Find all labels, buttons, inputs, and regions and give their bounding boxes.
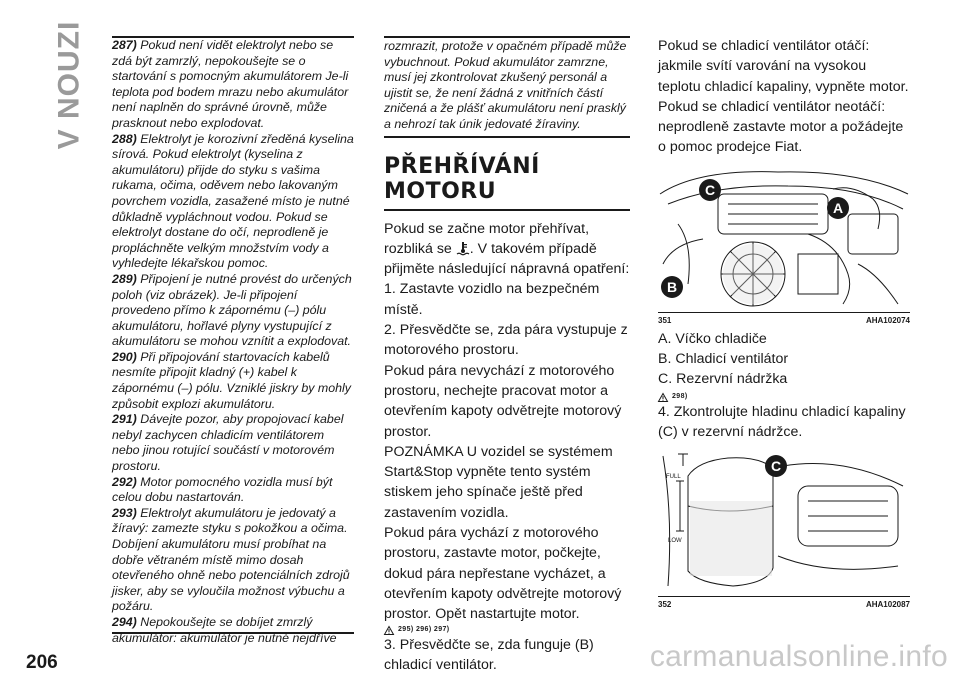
warning-item: 293) Elektrolyt akumulátoru je jedovatý a žíravý: zamezte styku s pokožkou a očima. Dobíjení akumulátoru musí probíhat na dobře větraném místě mimo dosah otevřeného ohně nebo potenciálních zdrojů jisker, aby se vyloučila možnost výbuchu a požáru. (112, 505, 350, 614)
warning-item: 290) Při připojování startovacích kabelů nesmíte připojit kladný (+) kabel k zápornému (–) pólu. Vzniklé jiskry by mohly způsobit explozi akumulátoru. (112, 349, 351, 411)
svg-text:C: C (704, 181, 716, 198)
figure-code: AHA102074 (865, 315, 910, 325)
full-level-label: FULL (666, 474, 681, 481)
callout-a-fig1 (827, 197, 849, 219)
warning-item: 287) Pokud není vidět elektrolyt nebo se zdá být zamrzlý, nepokoušejte se o startování s pomocným akumulátorem Je-li teplota pod bodem mrazu nebo akumulátor není naplněn do správné úrovně, může prasknout nebo explodovat. (112, 38, 349, 130)
warning-continuation: rozmrazit, protože v opačném případě může vybuchnout. Pokud akumulátor zamrzne, musí jej zkontrolovat zkušený personál a ujistit se, že není žádná z vnitřních částí zničená a že plášť akumulátoru není prasklý a nehrozí tak únik jedovaté žíraviny. (384, 36, 630, 138)
figure-351-caption (658, 312, 910, 325)
warning-item: 294) Nepokoušejte se dobíjet zmrzlý akumulátor: akumulátor je nutné nejdříve (112, 614, 337, 645)
warning-item: 289) Připojení je nutné provést do určených poloh (viz obrázek). Je-li připojení provedeno přímo k zápornému (–) pólu akumulátoru, hořlavé plyny vystupující z akumulátoru se mohou vznítit a explodovat. (112, 271, 352, 349)
coolant-check-paragraph: 4. Zkontrolujte hladinu chladicí kapaliny (C) v rezervní nádržce. (658, 403, 906, 440)
legend-item: B. Chladicí ventilátor (658, 351, 789, 368)
callout-c-fig1 (699, 179, 721, 201)
warnings-column (112, 36, 354, 645)
section-side-tab (52, 20, 86, 150)
svg-text:A: A (832, 199, 844, 216)
side-tab-label: V NOUZI (52, 20, 86, 150)
low-level-label: LOW (668, 538, 682, 545)
legend-item: A. Víčko chladiče (658, 330, 767, 347)
warning-item: 292) Motor pomocného vozidla musí být celou dobu nastartován. (112, 474, 333, 505)
legend-item: C. Rezervní nádržka (658, 371, 788, 388)
figure-351-engine-bay (658, 164, 910, 312)
instruction-paragraph: Pokud pára vychází z motorového prostoru, zastavte motor, počkejte, dokud pára nepřestane vycházet, a otevřením kapoty odvětrejte motorový prostor. Opět nastartujte motor. (384, 525, 622, 623)
figure-code: AHA102087 (865, 600, 910, 610)
svg-text:B: B (666, 278, 678, 295)
warning-triangle-icon (384, 626, 394, 635)
warning-item: 291) Dávejte pozor, aby propojovací kabel nebyl zachycen chladicím ventilátorem nebo jinou rotující součástí v motorovém prostoru. (112, 412, 344, 474)
engine-bay-illustration (658, 164, 910, 312)
figure-352-coolant-reservoir (658, 446, 910, 596)
instruction-paragraph: 1. Zastavte vozidlo na bezpečném místě. (384, 281, 600, 318)
warning-item: 288) Elektrolyt je korozivní zředěná kyselina sírová. Pokud elektrolyt (kyselina z akumulátoru) přijde do styku s vašima rukama, očima, oděvem nebo lakovaným povrchem vozidla, zasažené místo je nutné důkladně vypláchnout vodou. Pokud se elektrolyt dostane do očí, neprodleně je propláchněte velkým množstvím vody a vyhledejte lékařskou pomoc. (112, 131, 354, 271)
right-column (658, 36, 910, 613)
warning-references: 298) (658, 392, 910, 402)
warning-triangle-icon (658, 393, 668, 402)
fan-not-rotating-paragraph: Pokud se chladicí ventilátor neotáčí: neprodleně zastavte motor a požádejte o pomoc prodejce Fiat. (658, 98, 904, 156)
coolant-temperature-icon (456, 241, 470, 255)
figure-352-caption (658, 596, 910, 609)
warning-references: 295) 296) 297) (384, 625, 630, 635)
page-number: 206 (26, 652, 58, 673)
section-title: PŘEHŘÍVÁNÍ MOTORU (384, 154, 630, 211)
callout-c-fig2 (765, 455, 787, 477)
instruction-paragraph: 3. Přesvědčte se, zda funguje (B) chladicí ventilátor. (384, 636, 594, 673)
overheating-instructions (384, 219, 630, 676)
intro-paragraph: Pokud se začne motor přehřívat, rozbliká se . V takovém případě přijměte následující nápravná opatření: (384, 220, 630, 278)
fan-rotating-paragraph: Pokud se chladicí ventilátor otáčí: jakmile svítí varování na vysokou teplotu chladicí kapaliny, vypněte motor. (658, 38, 909, 95)
watermark: carmanualsonline.info (649, 640, 948, 673)
figure-number: 352 (658, 600, 672, 610)
figure-number: 351 (658, 315, 672, 325)
instruction-paragraph: POZNÁMKA U vozidel se systémem Start&Stop vypněte tento systém stiskem jeho spínače ještě před zastavením vozidla. (384, 443, 613, 521)
middle-column (384, 36, 630, 675)
instruction-paragraph: 2. Přesvědčte se, zda pára vystupuje z motorového prostoru. (384, 322, 628, 359)
instruction-paragraph: Pokud pára nevychází z motorového prostoru, nechejte pracovat motor a otevřením kapoty odvětrejte motorový prostor. (384, 362, 622, 440)
coolant-reservoir-illustration (658, 446, 910, 596)
callout-b-fig1 (661, 276, 683, 298)
svg-text:C: C (770, 458, 782, 475)
